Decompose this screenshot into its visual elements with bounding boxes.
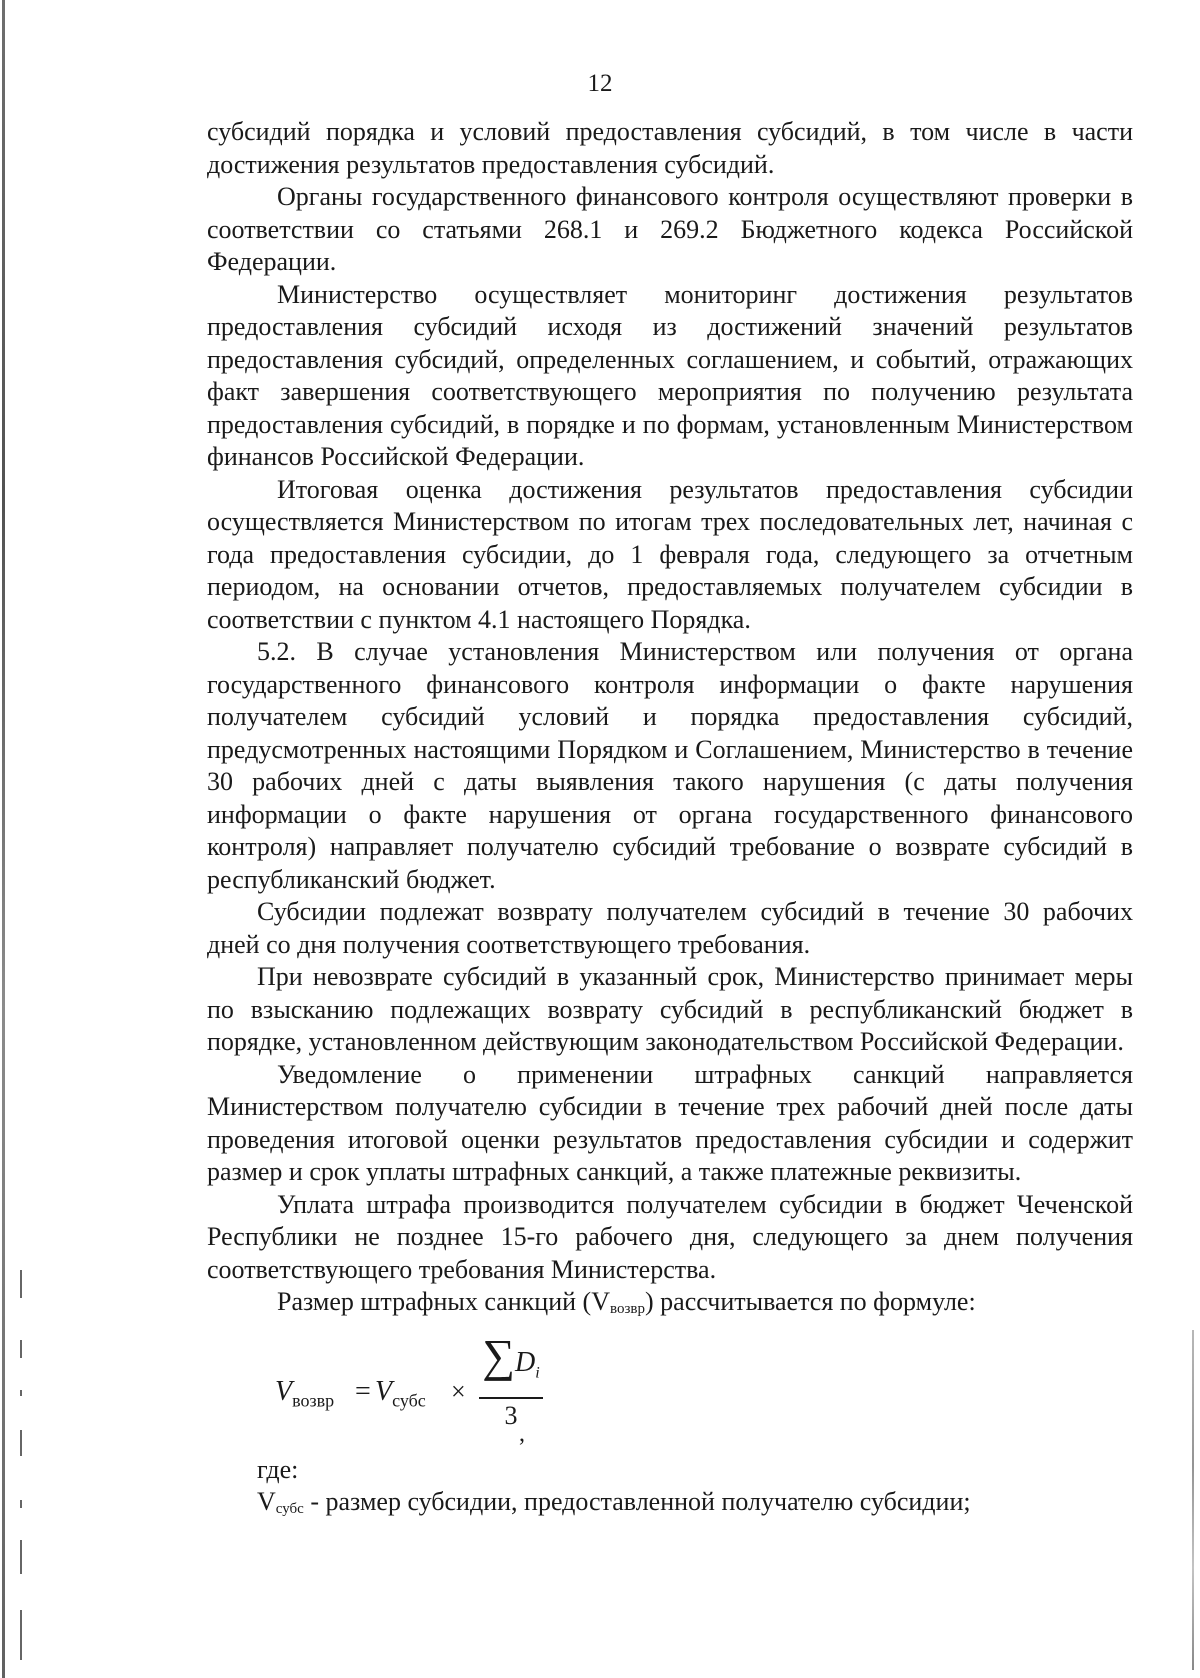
definition-text: - размер субсидии, предоставленной получателю субсидии; [303,1487,971,1516]
formula-rhs-var: V [375,1375,393,1407]
fraction-bar [479,1397,543,1399]
formula-sum-term [515,1346,540,1382]
sum-symbol: ∑ [482,1329,516,1381]
formula-fraction [479,1329,543,1432]
page-number: 12 [587,70,613,97]
sum-var: D [515,1346,536,1378]
paragraph: Министерство осуществляет мониторинг достижения результатов предоставления субсидий исходя из достижений значений результатов предоставления субсидий, определенных соглашением, и событий, отражающих факт завершения соответствующего мероприятия по получению результата предоставления субсидий, в порядке и по формам, установленным Министерством финансов Российской Федерации. [207,279,1133,471]
formula-lhs-sub: возвр [292,1390,335,1411]
formula-lhs-var: V [275,1375,293,1407]
paragraph: Органы государственного финансового контроля осуществляют проверки в соответствии со статьями 268.1 и 269.2 Бюджетного кодекса Российской Федерации. [207,182,1133,276]
formula-denominator: 3 [504,1401,518,1431]
formula-lhs [275,1376,334,1417]
paragraph: Субсидии подлежат возврату получателем субсидий в течение 30 рабочих дней со дня получения соответствующего требования. [207,897,1133,959]
paragraph: субсидий порядка и условий предоставления субсидий, в том числе в части достижения результатов предоставления субсидий. [207,117,1133,179]
formula-rhs-sub: субс [392,1390,426,1411]
formula-intro-sub: возвр [610,1301,645,1317]
definition-sub: субс [275,1501,304,1517]
penalty-formula [207,1329,1133,1454]
document-body [207,116,1133,1526]
scan-edge-right [1192,1330,1194,1670]
formula-comma: , [519,1420,525,1447]
paragraph: Уведомление о применении штрафных санкций направляется Министерством получателю субсидии в течение трех рабочий дней после даты проведения итоговой оценки результатов предоставления субсидии и содержит размер и срок уплаты штрафных санкций, а также платежные реквизиты. [207,1059,1133,1186]
formula-equals: = [355,1375,371,1407]
paragraph: Уплата штрафа производится получателем субсидии в бюджет Чеченской Республики не позднее 15-го рабочего дня, следующего за днем получения соответствующего требования Министерства. [207,1189,1133,1284]
formula-numerator [479,1329,543,1396]
formula-intro-after: ) рассчитывается по формуле: [645,1287,976,1316]
scan-edge-left [2,0,5,1678]
formula-rhs [375,1376,426,1417]
sum-sub: i [535,1364,540,1382]
definition-var: V [257,1487,276,1516]
paragraph: 5.2. В случае установления Министерством или получения от органа государственного финансового контроля информации о факте нарушения получателем субсидий условий и порядка предоставления субсидий, предусмотренных настоящими Порядком и Соглашением, Министерство в течение 30 рабочих дней с даты выявления такого нарушения (с даты получения информации о факте нарушения от органа государственного финансового контроля) направляет получателю субсидий требование о возврате субсидий в республиканский бюджет. [207,637,1133,894]
formula-intro-before: Размер штрафных санкций (V [277,1287,610,1316]
scan-marks-left [20,1270,24,1670]
paragraph: При невозврате субсидий в указанный срок, Министерство принимает меры по взысканию подлежащих возврату субсидий в республиканский бюджет в порядке, установленном действующим законодательством Российской Федерации. [207,962,1133,1056]
where-label: где: [257,1454,299,1484]
formula-intro [207,1286,1133,1326]
formula-times: × [451,1376,466,1406]
definition-line [207,1486,1133,1526]
paragraph: Итоговая оценка достижения результатов предоставления субсидии осуществляется Министерством по итогам трех последовательных лет, начиная с года предоставления субсидии, до 1 февраля года, следующего за отчетным периодом, на основании отчетов, предоставляемых получателем субсидии в соответствии с пунктом 4.1 настоящего Порядка. [207,474,1133,634]
